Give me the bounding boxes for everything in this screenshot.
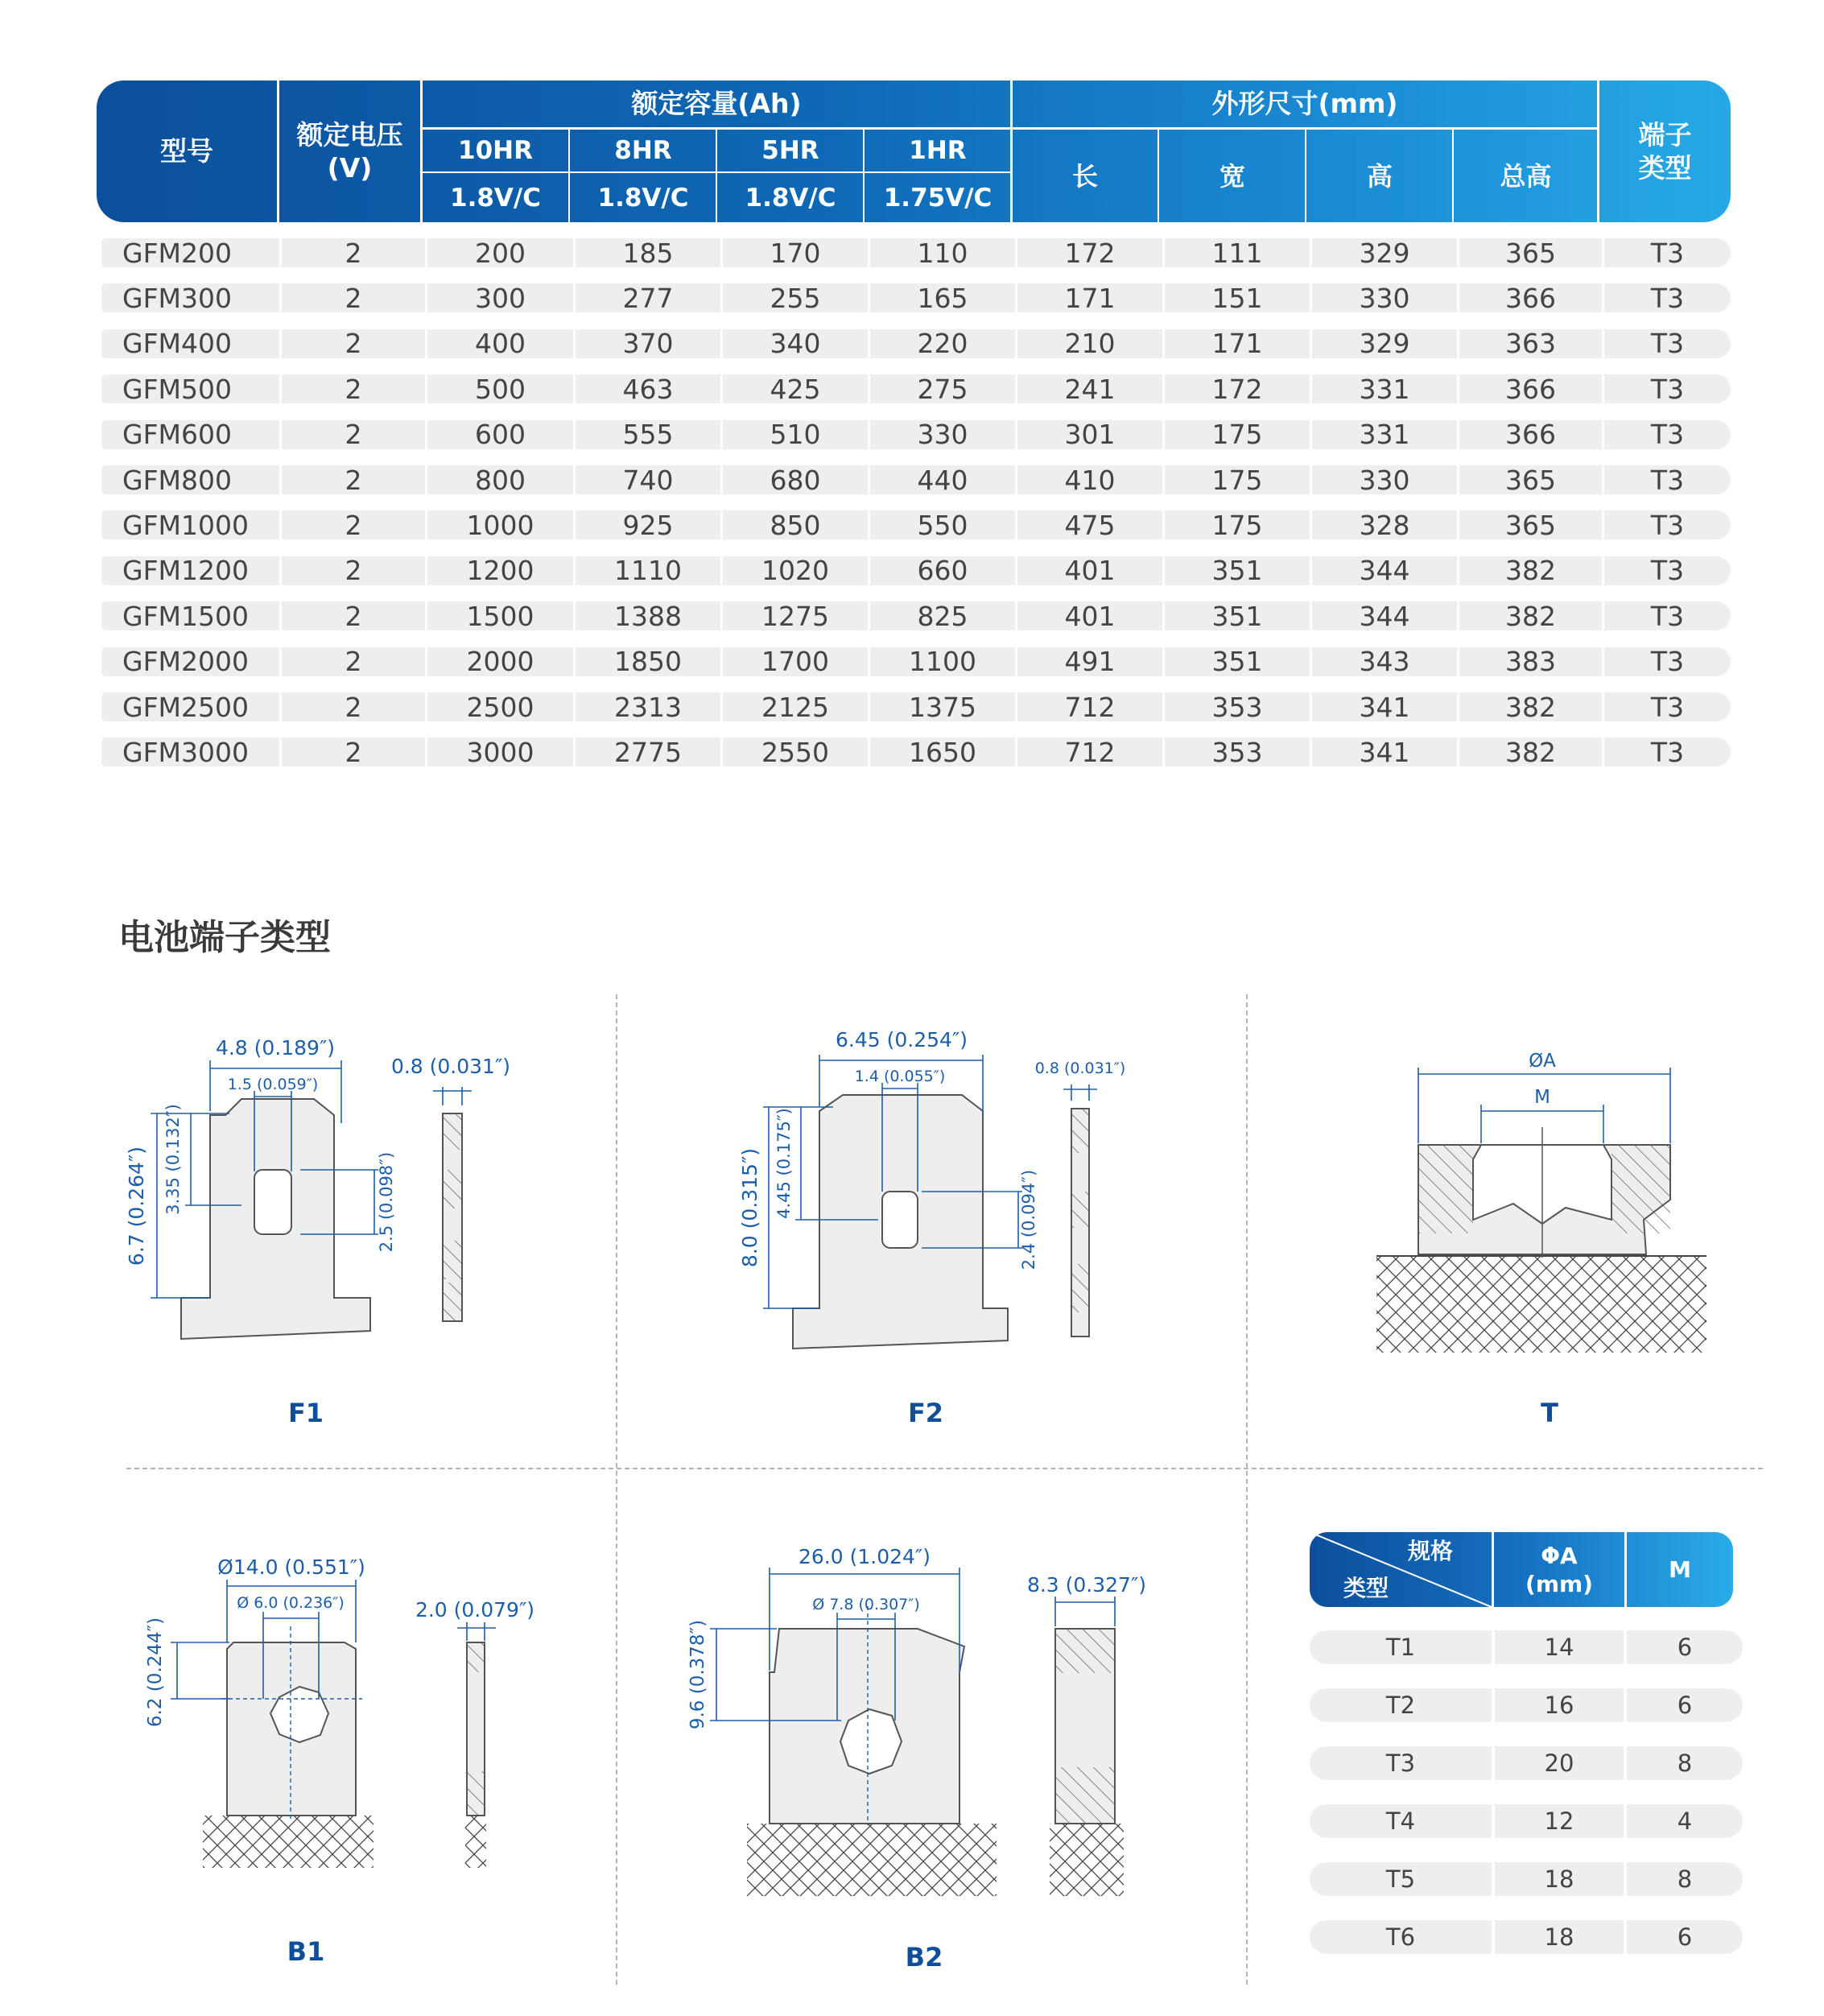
f1-height-dim: 6.7 (0.264″) [125, 1146, 148, 1266]
header-length: 长 [1071, 160, 1098, 192]
f1-slot-width-dim: 1.5 (0.059″) [227, 1076, 319, 1093]
cell-cap-10hr: 300 [427, 283, 573, 312]
terminal-cell-phi-a: 18 [1495, 1862, 1624, 1896]
cell-cap-5hr: 2550 [723, 737, 868, 766]
cell-cap-5hr: 1275 [723, 601, 868, 630]
cell-cap-1hr: 1650 [870, 737, 1015, 766]
cell-voltage: 2 [282, 692, 425, 721]
terminal-cell-m: 6 [1627, 1630, 1743, 1664]
table-row [101, 329, 1731, 358]
terminal-f1-drawing [113, 1010, 531, 1365]
cell-height: 331 [1312, 420, 1457, 449]
cell-cap-1hr: 440 [870, 465, 1015, 494]
cell-voltage: 2 [282, 737, 425, 766]
header-cutoff-3: 1.8V/C [745, 183, 836, 213]
table-row [101, 737, 1731, 766]
terminal-b2-drawing [684, 1534, 1151, 1896]
terminal-cell-type: T4 [1310, 1804, 1492, 1838]
section-title: 电池端子类型 [118, 917, 331, 958]
cell-terminal: T3 [1604, 238, 1731, 267]
terminal-cell-m: 6 [1627, 1920, 1743, 1954]
cell-width: 353 [1165, 737, 1310, 766]
header-model: 型号 [160, 135, 213, 167]
cell-length: 491 [1017, 647, 1162, 676]
cell-cap-8hr: 2775 [576, 737, 720, 766]
cell-terminal: T3 [1604, 737, 1731, 766]
divider-vertical-2 [1246, 994, 1248, 1985]
terminal-b2-label: B2 [905, 1942, 943, 1973]
cell-total-height: 382 [1459, 601, 1602, 630]
b2-thickness-dim: 8.3 (0.327″) [1026, 1573, 1147, 1597]
b1-thickness-dim: 2.0 (0.079″) [415, 1598, 535, 1621]
table-row [101, 283, 1731, 312]
cell-cap-10hr: 200 [427, 238, 573, 267]
header-rate-8hr: 8HR [614, 135, 672, 165]
header-total-height: 总高 [1500, 160, 1552, 192]
cell-voltage: 2 [282, 238, 425, 267]
cell-cap-10hr: 2000 [427, 647, 573, 676]
cell-width: 172 [1165, 374, 1310, 403]
terminal-cell-phi-a: 16 [1495, 1688, 1624, 1722]
cell-cap-1hr: 1100 [870, 647, 1015, 676]
cell-cap-8hr: 1850 [576, 647, 720, 676]
cell-cap-1hr: 660 [870, 556, 1015, 585]
table-row [101, 692, 1731, 721]
f1-slot [254, 1170, 291, 1234]
cell-cap-10hr: 400 [427, 329, 573, 358]
cell-model: GFM800 [101, 465, 279, 494]
b2-ground [747, 1824, 997, 1896]
cell-length: 210 [1017, 329, 1162, 358]
f2-slot-center-dim: 4.45 (0.175″) [774, 1108, 794, 1219]
b2-hole-dim: Ø 7.8 (0.307″) [812, 1596, 920, 1613]
cell-total-height: 366 [1459, 374, 1602, 403]
cell-cap-1hr: 330 [870, 420, 1015, 449]
cell-length: 712 [1017, 737, 1162, 766]
cell-cap-1hr: 1375 [870, 692, 1015, 721]
cell-voltage: 2 [282, 647, 425, 676]
cell-cap-5hr: 680 [723, 465, 868, 494]
cell-height: 341 [1312, 692, 1457, 721]
cell-width: 175 [1165, 420, 1310, 449]
header-capacity-group: 额定容量(Ah) [631, 88, 802, 120]
header-cutoff-1: 1.8V/C [450, 183, 541, 213]
list-item [1310, 1804, 1743, 1838]
cell-height: 328 [1312, 510, 1457, 539]
cell-width: 171 [1165, 329, 1310, 358]
terminal-cell-m: 4 [1627, 1804, 1743, 1838]
f2-slot-height-dim: 2.4 (0.094″) [1019, 1169, 1038, 1270]
cell-cap-5hr: 170 [723, 238, 868, 267]
terminal-cell-m: 6 [1627, 1688, 1743, 1722]
terminal-cell-type: T6 [1310, 1920, 1492, 1954]
cell-total-height: 365 [1459, 465, 1602, 494]
terminal-t-label: T [1541, 1398, 1558, 1428]
f2-height-dim: 8.0 (0.315″) [738, 1147, 761, 1268]
cell-height: 341 [1312, 737, 1457, 766]
cell-cap-8hr: 1388 [576, 601, 720, 630]
cell-cap-8hr: 925 [576, 510, 720, 539]
terminal-t-drawing [1360, 1047, 1731, 1369]
header-dimension-group: 外形尺寸(mm) [1211, 88, 1398, 120]
cell-total-height: 365 [1459, 510, 1602, 539]
cell-length: 241 [1017, 374, 1162, 403]
cell-cap-8hr: 463 [576, 374, 720, 403]
terminal-f2-label: F2 [907, 1398, 944, 1428]
table-row [101, 647, 1731, 676]
cell-cap-8hr: 2313 [576, 692, 720, 721]
cell-cap-1hr: 165 [870, 283, 1015, 312]
b2-height-dim: 9.6 (0.378″) [687, 1619, 708, 1730]
cell-model: GFM2000 [101, 647, 279, 676]
cell-length: 401 [1017, 601, 1162, 630]
cell-model: GFM2500 [101, 692, 279, 721]
cell-height: 343 [1312, 647, 1457, 676]
cell-cap-1hr: 825 [870, 601, 1015, 630]
terminal-cell-m: 8 [1627, 1746, 1743, 1780]
cell-width: 151 [1165, 283, 1310, 312]
table-row [101, 510, 1731, 539]
cell-cap-5hr: 1020 [723, 556, 868, 585]
divider-vertical-1 [616, 994, 617, 1985]
cell-model: GFM200 [101, 238, 279, 267]
cell-cap-10hr: 800 [427, 465, 573, 494]
cell-cap-8hr: 1110 [576, 556, 720, 585]
header-type: 类型 [1343, 1574, 1389, 1601]
b2-width-dim: 26.0 (1.024″) [798, 1545, 931, 1568]
cell-width: 351 [1165, 556, 1310, 585]
cell-height: 330 [1312, 465, 1457, 494]
cell-cap-5hr: 510 [723, 420, 868, 449]
cell-total-height: 366 [1459, 420, 1602, 449]
cell-height: 344 [1312, 601, 1457, 630]
header-phi-a-label: ΦA [1541, 1542, 1578, 1569]
divider-horizontal [126, 1468, 1763, 1469]
header-width: 宽 [1219, 160, 1245, 192]
header-phi-a-unit: (mm) [1525, 1570, 1593, 1597]
terminal-table-header [1310, 1532, 1733, 1607]
terminal-cell-phi-a: 20 [1495, 1746, 1624, 1780]
cell-width: 175 [1165, 465, 1310, 494]
cell-cap-1hr: 550 [870, 510, 1015, 539]
b1-hole-dim: Ø 6.0 (0.236″) [237, 1594, 345, 1612]
cell-cap-5hr: 2125 [723, 692, 868, 721]
terminal-cell-type: T1 [1310, 1630, 1492, 1664]
cell-model: GFM300 [101, 283, 279, 312]
terminal-cell-m: 8 [1627, 1862, 1743, 1896]
cell-terminal: T3 [1604, 647, 1731, 676]
cell-width: 351 [1165, 647, 1310, 676]
terminal-cell-type: T3 [1310, 1746, 1492, 1780]
b1-width-dim: Ø14.0 (0.551″) [217, 1555, 365, 1579]
cell-terminal: T3 [1604, 465, 1731, 494]
list-item [1310, 1746, 1743, 1780]
cell-height: 330 [1312, 283, 1457, 312]
cell-cap-5hr: 850 [723, 510, 868, 539]
cell-length: 410 [1017, 465, 1162, 494]
header-spec: 规格 [1407, 1537, 1453, 1564]
spec-table-header [97, 81, 1731, 222]
cell-model: GFM500 [101, 374, 279, 403]
f2-slot [882, 1192, 918, 1248]
header-rate-5hr: 5HR [761, 135, 819, 165]
cell-cap-5hr: 1700 [723, 647, 868, 676]
header-m: M [1669, 1556, 1691, 1583]
table-row [101, 420, 1731, 449]
cell-terminal: T3 [1604, 510, 1731, 539]
cell-voltage: 2 [282, 601, 425, 630]
b1-ground [203, 1816, 373, 1868]
table-row [101, 374, 1731, 403]
header-rate-10hr: 10HR [458, 135, 533, 165]
cell-height: 329 [1312, 238, 1457, 267]
cell-terminal: T3 [1604, 556, 1731, 585]
cell-total-height: 382 [1459, 556, 1602, 585]
f2-slot-width-dim: 1.4 (0.055″) [854, 1068, 946, 1085]
cell-terminal: T3 [1604, 692, 1731, 721]
cell-length: 172 [1017, 238, 1162, 267]
terminal-cell-phi-a: 12 [1495, 1804, 1624, 1838]
cell-cap-5hr: 425 [723, 374, 868, 403]
cell-cap-10hr: 600 [427, 420, 573, 449]
f2-thickness-dim: 0.8 (0.031″) [1034, 1060, 1126, 1077]
terminal-cell-phi-a: 18 [1495, 1920, 1624, 1954]
terminal-f2-drawing [728, 1010, 1147, 1365]
cell-total-height: 363 [1459, 329, 1602, 358]
header-phi-a [1494, 1532, 1624, 1607]
cell-model: GFM1000 [101, 510, 279, 539]
cell-cap-1hr: 275 [870, 374, 1015, 403]
cell-total-height: 383 [1459, 647, 1602, 676]
cell-cap-5hr: 340 [723, 329, 868, 358]
header-height: 高 [1366, 160, 1393, 192]
cell-length: 401 [1017, 556, 1162, 585]
header-terminal-line2: 类型 [1638, 152, 1692, 184]
cell-length: 475 [1017, 510, 1162, 539]
cell-width: 175 [1165, 510, 1310, 539]
cell-voltage: 2 [282, 510, 425, 539]
cell-voltage: 2 [282, 420, 425, 449]
cell-voltage: 2 [282, 283, 425, 312]
cell-model: GFM400 [101, 329, 279, 358]
header-cutoff-4: 1.75V/C [883, 183, 992, 213]
f1-width-dim: 4.8 (0.189″) [215, 1036, 336, 1060]
list-item [1310, 1688, 1743, 1722]
header-cutoff-2: 1.8V/C [597, 183, 689, 213]
t-outer-dim: ØA [1529, 1051, 1556, 1072]
cell-length: 171 [1017, 283, 1162, 312]
cell-cap-8hr: 185 [576, 238, 720, 267]
table-row [101, 556, 1731, 585]
cell-terminal: T3 [1604, 420, 1731, 449]
cell-length: 712 [1017, 692, 1162, 721]
header-voltage [279, 81, 420, 222]
cell-total-height: 382 [1459, 692, 1602, 721]
cell-cap-8hr: 370 [576, 329, 720, 358]
f1-thickness-dim: 0.8 (0.031″) [390, 1055, 511, 1078]
header-terminal [1599, 81, 1731, 222]
cell-width: 111 [1165, 238, 1310, 267]
terminal-b1-drawing [129, 1555, 580, 1868]
table-row [101, 238, 1731, 267]
cell-total-height: 365 [1459, 238, 1602, 267]
cell-total-height: 366 [1459, 283, 1602, 312]
cell-height: 331 [1312, 374, 1457, 403]
header-voltage-line1: 额定电压 [296, 118, 403, 151]
terminal-cell-type: T5 [1310, 1862, 1492, 1896]
t-inner-dim: M [1534, 1087, 1550, 1108]
f1-slot-height-dim: 2.5 (0.098″) [377, 1151, 396, 1253]
list-item [1310, 1630, 1743, 1664]
cell-height: 329 [1312, 329, 1457, 358]
cell-cap-10hr: 1000 [427, 510, 573, 539]
terminal-f1-label: F1 [287, 1398, 324, 1428]
cell-cap-8hr: 277 [576, 283, 720, 312]
table-row [101, 465, 1731, 494]
list-item [1310, 1862, 1743, 1896]
cell-height: 344 [1312, 556, 1457, 585]
table-row [101, 601, 1731, 630]
f1-slot-center-dim: 3.35 (0.132″) [163, 1104, 183, 1215]
cell-width: 351 [1165, 601, 1310, 630]
cell-voltage: 2 [282, 465, 425, 494]
b1-height-dim: 6.2 (0.244″) [145, 1617, 166, 1728]
cell-cap-5hr: 255 [723, 283, 868, 312]
cell-voltage: 2 [282, 556, 425, 585]
cell-cap-1hr: 220 [870, 329, 1015, 358]
cell-terminal: T3 [1604, 283, 1731, 312]
cell-cap-1hr: 110 [870, 238, 1015, 267]
cell-length: 301 [1017, 420, 1162, 449]
cell-width: 353 [1165, 692, 1310, 721]
cell-model: GFM1200 [101, 556, 279, 585]
cell-model: GFM600 [101, 420, 279, 449]
terminal-cell-type: T2 [1310, 1688, 1492, 1722]
cell-voltage: 2 [282, 329, 425, 358]
header-voltage-line2: (V) [327, 152, 373, 184]
cell-cap-8hr: 740 [576, 465, 720, 494]
cell-voltage: 2 [282, 374, 425, 403]
f2-width-dim: 6.45 (0.254″) [835, 1028, 968, 1051]
header-rate-1hr: 1HR [909, 135, 967, 165]
t-base-ground [1376, 1256, 1706, 1353]
cell-terminal: T3 [1604, 374, 1731, 403]
cell-cap-10hr: 1500 [427, 601, 573, 630]
cell-cap-10hr: 3000 [427, 737, 573, 766]
terminal-cell-phi-a: 14 [1495, 1630, 1624, 1664]
cell-model: GFM1500 [101, 601, 279, 630]
cell-cap-10hr: 1200 [427, 556, 573, 585]
header-terminal-line1: 端子 [1638, 118, 1692, 151]
cell-cap-10hr: 2500 [427, 692, 573, 721]
cell-cap-8hr: 555 [576, 420, 720, 449]
list-item [1310, 1920, 1743, 1954]
cell-total-height: 382 [1459, 737, 1602, 766]
cell-terminal: T3 [1604, 601, 1731, 630]
terminal-b1-label: B1 [287, 1936, 325, 1967]
cell-model: GFM3000 [101, 737, 279, 766]
cell-terminal: T3 [1604, 329, 1731, 358]
cell-cap-10hr: 500 [427, 374, 573, 403]
